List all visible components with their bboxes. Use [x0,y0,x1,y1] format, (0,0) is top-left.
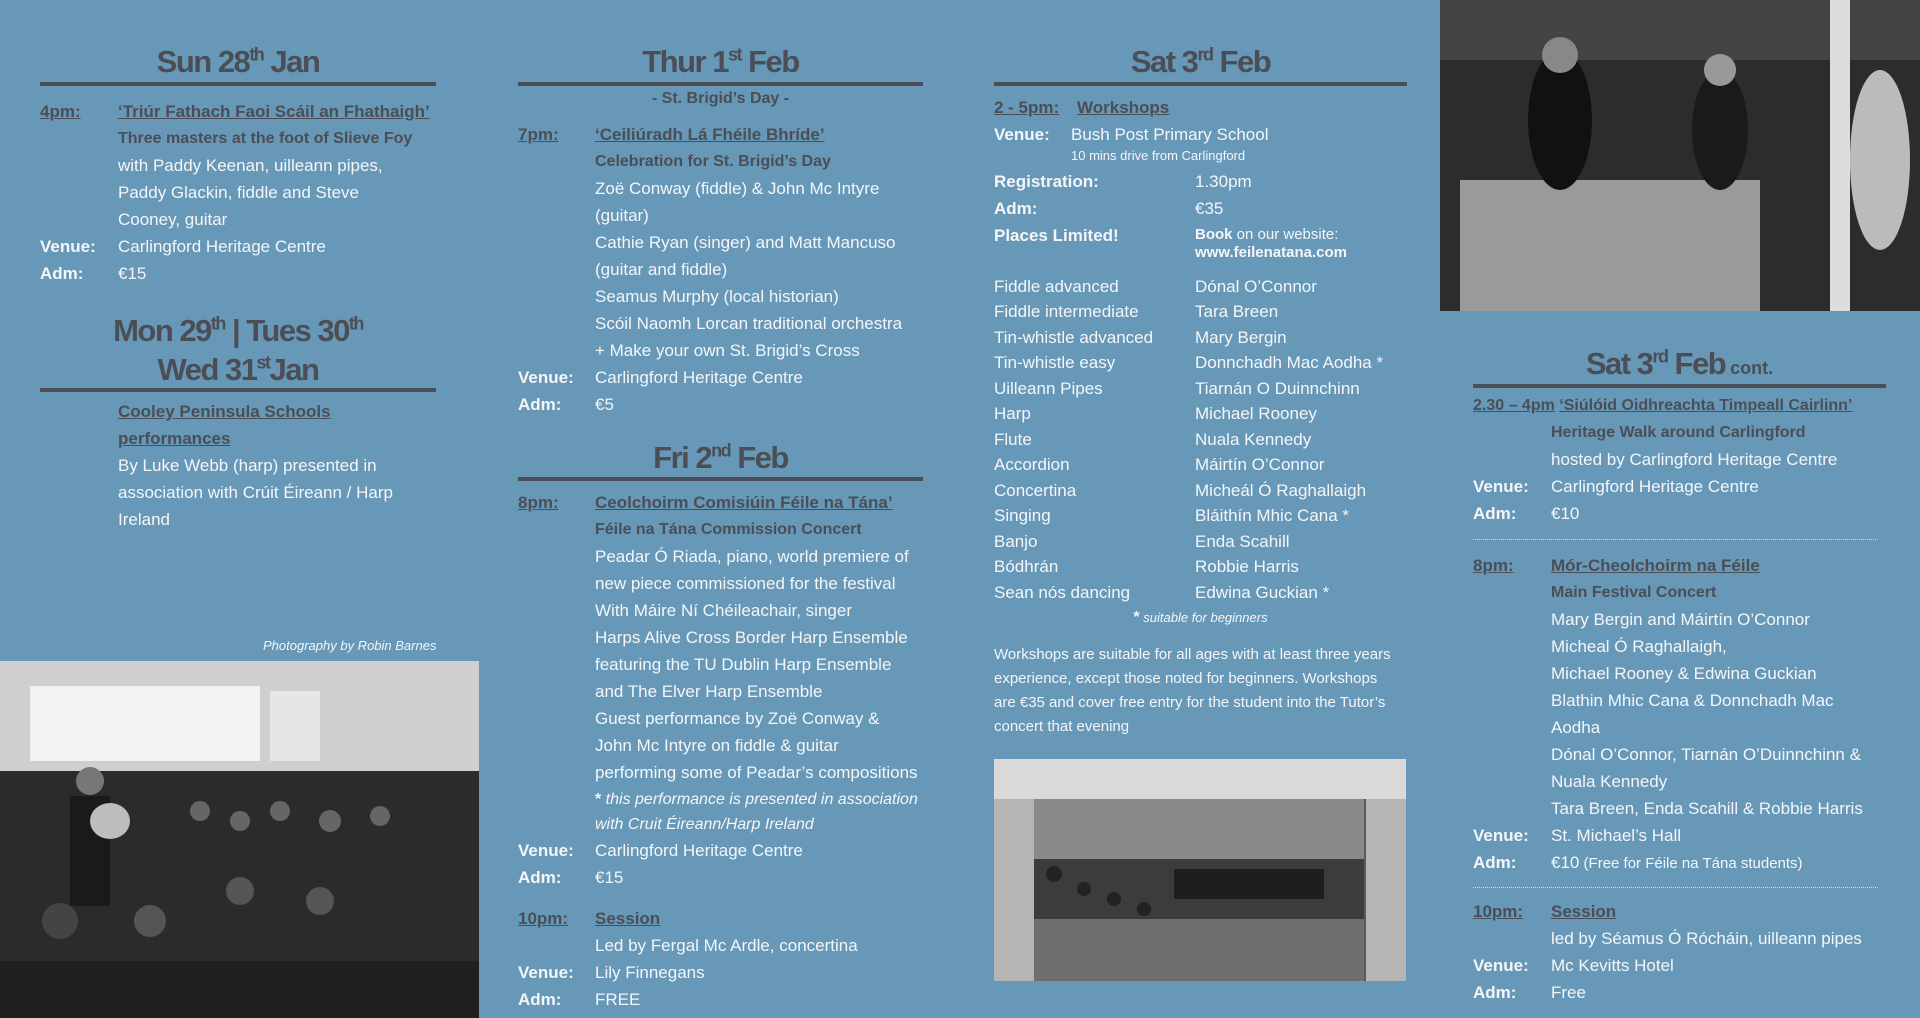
event-main-concert [1473,552,1886,877]
event-schools [40,398,436,533]
workshop-list [994,274,1407,606]
event-line: Scóil Naomh Lorcan traditional orchestra [595,313,903,333]
day-heading-sun: Sun 28th Jan [40,44,436,86]
photo-hall-concert [994,759,1406,981]
adm-label: Adm: [994,198,1038,218]
day-heading-fri: Fri 2nd Feb [518,440,923,482]
event-title: performances [118,428,231,448]
venue-value: Bush Post Primary School [1071,124,1269,144]
venue-label: Venue: [518,841,574,861]
venue-label: Venue: [518,367,574,387]
event-line: (guitar and fiddle) [595,259,728,279]
venue-value: St. Michael’s Hall [1551,825,1682,845]
event-line: With Máire Ní Chéileachair, singer [595,601,852,621]
event-line: Ireland [118,509,170,529]
event-title: Cooley Peninsula Schools [118,401,331,421]
event-title: ‘Ceiliúradh Lá Fhéile Bhríde’ [595,124,825,144]
workshop-row: Flute Nuala Kennedy [994,429,1312,449]
event-line: Tara Breen, Enda Scahill & Robbie Harris [1551,798,1863,818]
event-title: Session [595,909,661,929]
workshop-row: Singing Bláithín Mhic Cana * [994,506,1350,526]
adm-value: €35 [1195,198,1224,218]
adm-label: Adm: [1473,852,1517,872]
column-thu-fri [518,0,923,1013]
workshop-row: Fiddle advanced Dónal O’Connor [994,276,1317,296]
registration-label: Registration: [994,171,1099,191]
photo-credit: Photography by Robin Barnes [263,638,437,653]
adm-label: Adm: [518,990,562,1010]
event-time: 4pm: [40,101,81,121]
event-time: 10pm: [1473,901,1524,921]
event-line: Paddy Glackin, fiddle and Steve [118,182,359,202]
event-subtitle: Heritage Walk around Carlingford [1551,423,1806,441]
venue-label: Venue: [1473,476,1529,496]
workshop-row: Banjo Enda Scahill [994,531,1290,551]
places-limited-label: Places Limited! [994,225,1119,245]
event-line: featuring the TU Dublin Harp Ensemble [595,655,892,675]
workshop-row: Concertina Micheál Ó Raghallaigh [994,480,1367,500]
event-line: Led by Fergal Mc Ardle, concertina [595,936,858,956]
adm-label: Adm: [518,868,562,888]
adm-value: €10 [1551,852,1580,872]
website-link[interactable]: www.feilenatana.com [1195,243,1347,261]
event-time: 8pm: [1473,555,1514,575]
event-line: with Paddy Keenan, uilleann pipes, [118,155,383,175]
event-subtitle: Celebration for St. Brigid’s Day [595,152,831,170]
event-line: Peadar Ó Riada, piano, world premiere of [595,547,909,567]
venue-note: 10 mins drive from Carlingford [1071,147,1246,163]
event-title: Session [1551,901,1617,921]
day-heading-mon-tue-wed: Mon 29th | Tues 30th Wed 31stJan [40,313,436,392]
event-time: 7pm: [518,124,559,144]
event-subtitle: Féile na Tána Commission Concert [595,521,862,539]
adm-label: Adm: [1473,982,1517,1002]
day-subheading: - St. Brigid’s Day - [651,89,790,107]
event-title: Ceolchoirm Comisiúin Féile na Tána’ [595,493,893,513]
workshop-row: Tin-whistle advanced Mary Bergin [994,327,1287,347]
adm-label: Adm: [1473,503,1517,523]
venue-value: Carlingford Heritage Centre [118,236,326,256]
event-line: Seamus Murphy (local historian) [595,286,839,306]
event-subtitle: Three masters at the foot of Slieve Foy [118,129,413,147]
photo-classroom-banjo [0,661,479,1018]
day-heading-thu: Thur 1st Feb - St. Brigid’s Day - [518,44,923,108]
event-line: Micheal Ó Raghallaigh, [1551,636,1727,656]
event-time: 2 - 5pm: [994,97,1060,117]
adm-value: Free [1551,982,1586,1002]
event-time: 2.30 – 4pm [1473,396,1555,414]
adm-value: €10 [1551,503,1580,523]
registration-value: 1.30pm [1195,171,1252,191]
event-line: new piece commissioned for the festival [595,574,896,594]
venue-value: Lily Finnegans [595,963,705,983]
event-time: 8pm: [518,493,559,513]
event-line: Cooney, guitar [118,209,228,229]
event-heritage-walk [1473,392,1886,527]
event-title: Mór-Cheolchoirm na Féile [1551,555,1760,575]
event-line: Mary Bergin and Máirtín O’Connor [1551,609,1810,629]
event-line: By Luke Webb (harp) presented in [118,455,377,475]
event-commission-concert [518,489,923,891]
venue-value: Carlingford Heritage Centre [1551,476,1759,496]
adm-note: (Free for Féile na Tána students) [1579,854,1803,872]
day-heading-sat-cont: Sat 3rd Feb cont. [1473,346,1886,388]
day-heading-sat: Sat 3rd Feb [994,44,1407,86]
event-line: hosted by Carlingford Heritage Centre [1551,449,1838,469]
event-line: Michael Rooney & Edwina Guckian [1551,663,1817,683]
venue-label: Venue: [518,963,574,983]
event-line: performing some of Peadar’s compositions [595,763,918,783]
column-sun-mon [40,0,436,533]
booking-info: Book on our website: www.feilenatana.com [1195,225,1347,261]
event-line: Blathin Mhic Cana & Donnchadh Mac Aodha [1551,690,1834,737]
association-note: * this performance is presented in association [595,791,918,809]
event-line: association with Crúit Éireann / Harp [118,482,393,502]
event-line: Cathie Ryan (singer) and Matt Mancuso [595,232,896,252]
event-session-sat [1473,898,1886,1006]
workshop-row: Uilleann Pipes Tiarnán O Duinnchinn [994,378,1360,398]
event-line: John Mc Intyre on fiddle & guitar [595,736,839,756]
venue-label: Venue: [1473,955,1529,975]
venue-value: Carlingford Heritage Centre [595,367,803,387]
event-line: Zoë Conway (fiddle) & John Mc Intyre (guitar) [595,178,880,225]
event-line: Nuala Kennedy [1551,771,1668,791]
event-time: 10pm: [518,909,569,929]
event-workshops [994,94,1407,262]
column-sat-workshops [994,0,1407,739]
adm-value: €15 [118,263,147,283]
workshop-row: Fiddle intermediate Tara Breen [994,302,1279,322]
adm-label: Adm: [40,263,84,283]
workshop-row: Harp Michael Rooney [994,404,1317,424]
divider [1473,539,1878,540]
workshop-row: Accordion Máirtín O’Connor [994,455,1325,475]
venue-label: Venue: [40,236,96,256]
event-line: and The Elver Harp Ensemble [595,682,823,702]
workshop-row: Tin-whistle easy Donnchadh Mac Aodha * [994,353,1384,373]
adm-label: Adm: [518,394,562,414]
venue-label: Venue: [1473,825,1529,845]
association-note: with Cruit Éireann/Harp Ireland [595,816,814,834]
adm-value: FREE [595,990,641,1010]
event-session-fri [518,905,923,1013]
event-line: + Make your own St. Brigid’s Cross [595,340,860,360]
event-line: Harps Alive Cross Border Harp Ensemble [595,628,908,648]
event-title: Workshops [1077,97,1170,117]
adm-value: €15 [595,868,624,888]
venue-value: Carlingford Heritage Centre [595,841,803,861]
adm-value: €5 [595,394,614,414]
event-title: ‘Triúr Fathach Faoi Scáil an Fhathaigh’ [118,101,430,121]
column-sat-cont [1473,346,1886,1006]
workshop-row: Sean nós dancing Edwina Guckian * [994,582,1330,602]
photo-dancing-children [1440,0,1920,311]
event-line: led by Séamus Ó Rócháin, uilleann pipes [1551,928,1862,948]
workshop-paragraph: Workshops are suitable for all ages with at least three years experience, except those noted for beginners. Workshops are €35 and cover free entry for the student into the Tutor’s concert that evening [994,646,1391,736]
venue-value: Mc Kevitts Hotel [1551,955,1674,975]
event-triur [40,98,436,287]
event-ceiliuradh [518,121,923,418]
event-line: Dónal O’Connor, Tiarnán O’Duinnchinn & [1551,744,1861,764]
event-line: Guest performance by Zoë Conway & [595,709,880,729]
workshop-row: Bódhrán Robbie Harris [994,557,1299,577]
event-title: ‘Siúlóid Oidhreachta Timpeall Cairlinn’ [1559,396,1853,414]
beginners-note: * suitable for beginners [1133,609,1268,627]
venue-label: Venue: [994,124,1050,144]
divider [1473,887,1878,888]
event-subtitle: Main Festival Concert [1551,583,1717,601]
